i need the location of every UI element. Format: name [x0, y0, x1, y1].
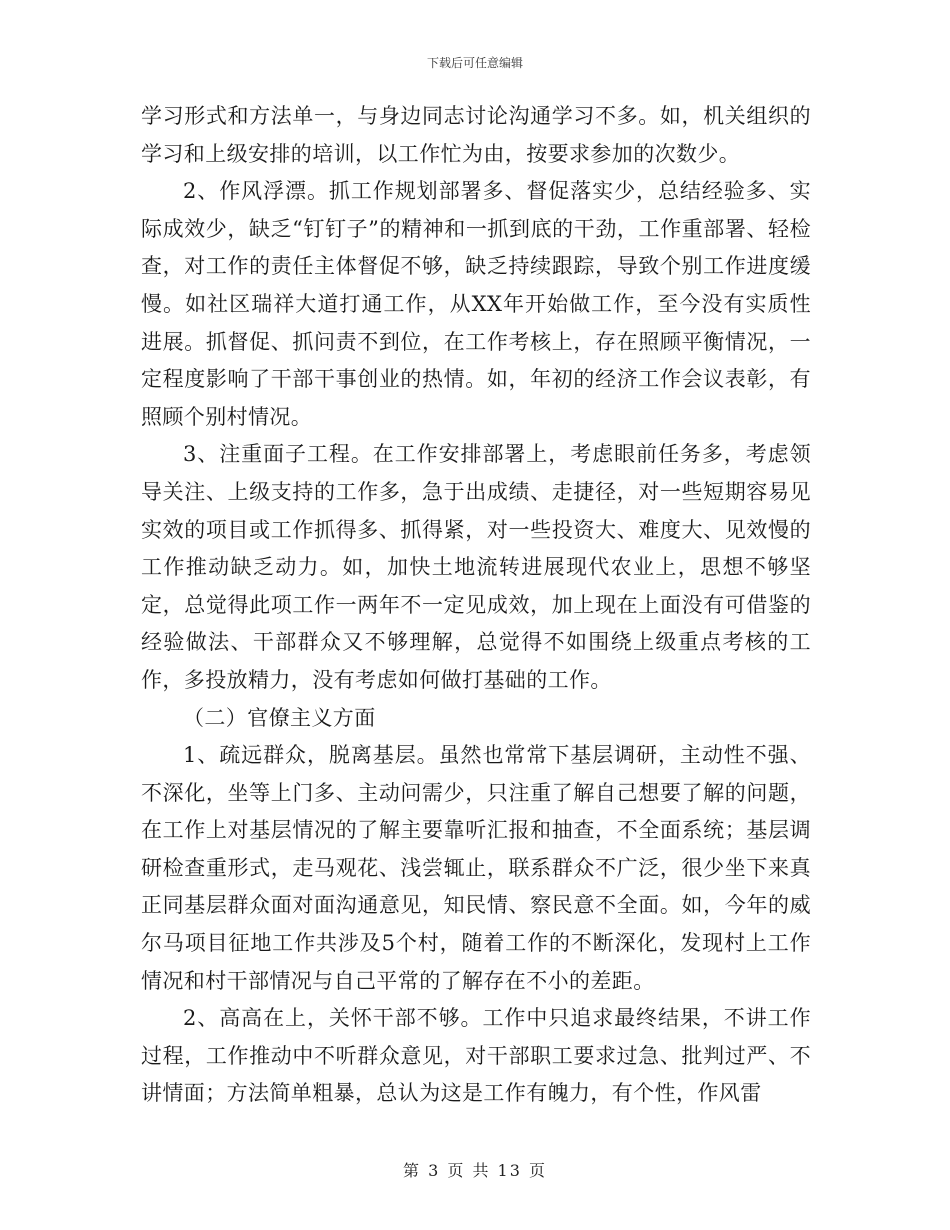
page-header: 下载后可任意编辑: [426, 56, 523, 70]
paragraph-high-above: 2、高高在上，关怀干部不够。工作中只追求最终结果，不讲工作过程，工作推动中不听群众意见，对干部职工要求过急、批判过严、不讲情面；方法简单粗暴，总认为这是工作有魄力，有个性，作风雷: [141, 1006, 811, 1106]
paragraph-work-style: 2、作风浮漂。抓工作规划部署多、督促落实少，总结经验多、实际成效少，缺乏“钉钉子”的精神和一抓到底的干劲，工作重部署、轻检查，对工作的责任主体督促不够，缺乏持续跟踪，导致个别工作进度缓慢。如社区瑞祥大道打通工作，从XX年开始做工作，至今没有实质性进展。抓督促、抓问责不到位，在工作考核上，存在照顾平衡情况，一定程度影响了干部干事创业的热情。如，年初的经济工作会议表彰，有照顾个别村情况。: [141, 179, 811, 429]
paragraph-continued: 学习形式和方法单一，与身边同志讨论沟通学习不多。如，机关组织的学习和上级安排的培训，以工作忙为由，按要求参加的次数少。: [141, 104, 811, 166]
paragraph-face-projects: 3、注重面子工程。在工作安排部署上，考虑眼前任务多，考虑领导关注、上级支持的工作多，急于出成绩、走捷径，对一些短期容易见实效的项目或工作抓得多、抓得紧，对一些投资大、难度大、见效慢的工作推动缺乏动力。如，加快土地流转进展现代农业上，思想不够坚定，总觉得此项工作一两年不一定见成效，加上现在上面没有可借鉴的经验做法、干部群众又不够理解，总觉得不如围绕上级重点考核的工作，多投放精力，没有考虑如何做打基础的工作。: [141, 442, 811, 692]
paragraph-distant-from-masses: 1、疏远群众，脱离基层。虽然也常常下基层调研，主动性不强、不深化，坐等上门多、主动问需少，只注重了解自己想要了解的问题，在工作上对基层情况的了解主要靠听汇报和抽查，不全面系统；基层调研检查重形式，走马观花、浅尝辄止，联系群众不广泛，很少坐下来真正同基层群众面对面沟通意见，知民情、察民意不全面。如，今年的威尔马项目征地工作共涉及5个村，随着工作的不断深化，发现村上工作情况和村干部情况与自己平常的了解存在不小的差距。: [141, 743, 811, 993]
document-body: [141, 98, 811, 1113]
page-footer: 第 3 页 共 13 页: [403, 1161, 547, 1180]
section-subheading: （二）官僚主义方面: [183, 705, 376, 730]
